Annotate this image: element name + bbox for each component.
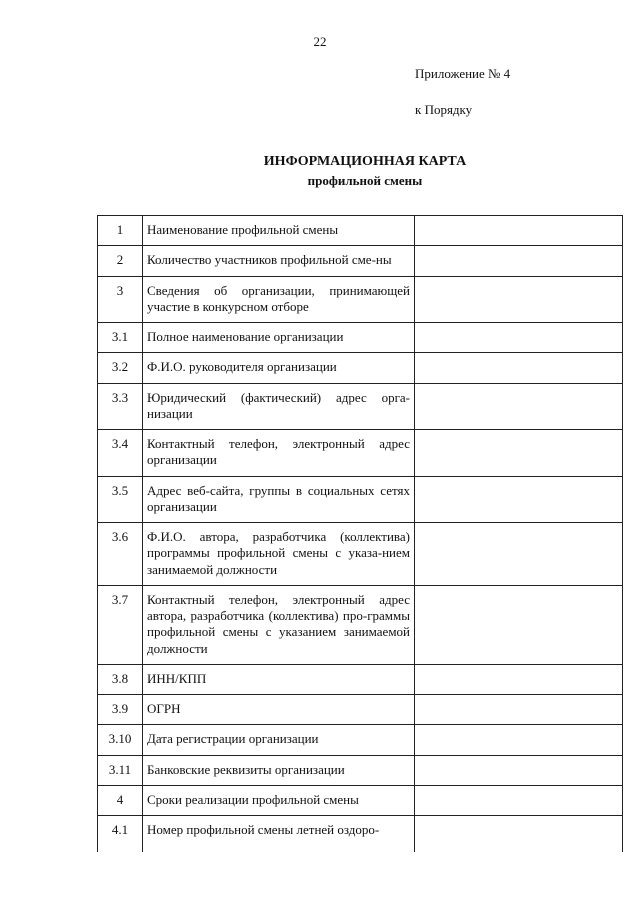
row-label: Сроки реализации профильной смены [143, 785, 415, 815]
table-row [98, 353, 623, 383]
table-row [98, 383, 623, 430]
row-value-cell [415, 476, 623, 523]
row-number: 1 [98, 216, 143, 246]
table-row [98, 523, 623, 586]
row-value-cell [415, 523, 623, 586]
row-value-cell [415, 785, 623, 815]
row-label: Наименование профильной смены [143, 216, 415, 246]
order-reference: к Порядку [415, 102, 473, 117]
row-number: 3.7 [98, 585, 143, 664]
row-number: 3.11 [98, 755, 143, 785]
table-row [98, 664, 623, 694]
row-value-cell [415, 216, 623, 246]
row-label: Номер профильной смены летней оздоро- [143, 816, 415, 853]
row-value-cell [415, 755, 623, 785]
document-subtitle: профильной смены [307, 173, 423, 188]
appendix-label: Приложение № 4 [415, 66, 511, 81]
row-number: 3.10 [98, 725, 143, 755]
row-number: 3.9 [98, 695, 143, 725]
row-value-cell [415, 585, 623, 664]
row-number: 3.6 [98, 523, 143, 586]
row-label: Сведения об организации, принимающей участие в конкурсном отборе [143, 276, 415, 323]
row-value-cell [415, 353, 623, 383]
row-value-cell [415, 816, 623, 853]
row-value-cell [415, 664, 623, 694]
row-value-cell [415, 276, 623, 323]
row-number: 4.1 [98, 816, 143, 853]
info-card-rows [98, 216, 623, 853]
row-label: Юридический (фактический) адрес орга-низации [143, 383, 415, 430]
row-label: ИНН/КПП [143, 664, 415, 694]
table-row [98, 725, 623, 755]
table-row [98, 430, 623, 477]
table-row [98, 216, 623, 246]
row-value-cell [415, 323, 623, 353]
table-row [98, 246, 623, 276]
table-row [98, 585, 623, 664]
document-title: ИНФОРМАЦИОННАЯ КАРТА [263, 154, 467, 169]
row-number: 3.1 [98, 323, 143, 353]
page-number: 22 [313, 34, 327, 49]
table-row [98, 476, 623, 523]
row-value-cell [415, 430, 623, 477]
row-value-cell [415, 246, 623, 276]
table-row [98, 816, 623, 853]
table-row [98, 755, 623, 785]
info-card-table [97, 215, 623, 852]
row-number: 3.8 [98, 664, 143, 694]
table-row [98, 695, 623, 725]
row-label: Дата регистрации организации [143, 725, 415, 755]
row-number: 3 [98, 276, 143, 323]
row-label: Контактный телефон, электронный адрес организации [143, 430, 415, 477]
row-number: 4 [98, 785, 143, 815]
row-value-cell [415, 725, 623, 755]
row-label: Ф.И.О. автора, разработчика (коллектива) программы профильной смены с указа-нием занимаемой должности [143, 523, 415, 586]
row-number: 3.3 [98, 383, 143, 430]
row-number: 3.5 [98, 476, 143, 523]
row-label: Количество участников профильной сме-ны [143, 246, 415, 276]
row-value-cell [415, 695, 623, 725]
table-row [98, 785, 623, 815]
row-label: Контактный телефон, электронный адрес автора, разработчика (коллектива) про-граммы профильной смены с указанием занимаемой должности [143, 585, 415, 664]
row-value-cell [415, 383, 623, 430]
row-label: Ф.И.О. руководителя организации [143, 353, 415, 383]
table-row [98, 323, 623, 353]
row-label: Адрес веб-сайта, группы в социальных сетях организации [143, 476, 415, 523]
table-row [98, 276, 623, 323]
row-number: 3.4 [98, 430, 143, 477]
row-number: 2 [98, 246, 143, 276]
row-label: ОГРН [143, 695, 415, 725]
row-label: Банковские реквизиты организации [143, 755, 415, 785]
row-number: 3.2 [98, 353, 143, 383]
row-label: Полное наименование организации [143, 323, 415, 353]
